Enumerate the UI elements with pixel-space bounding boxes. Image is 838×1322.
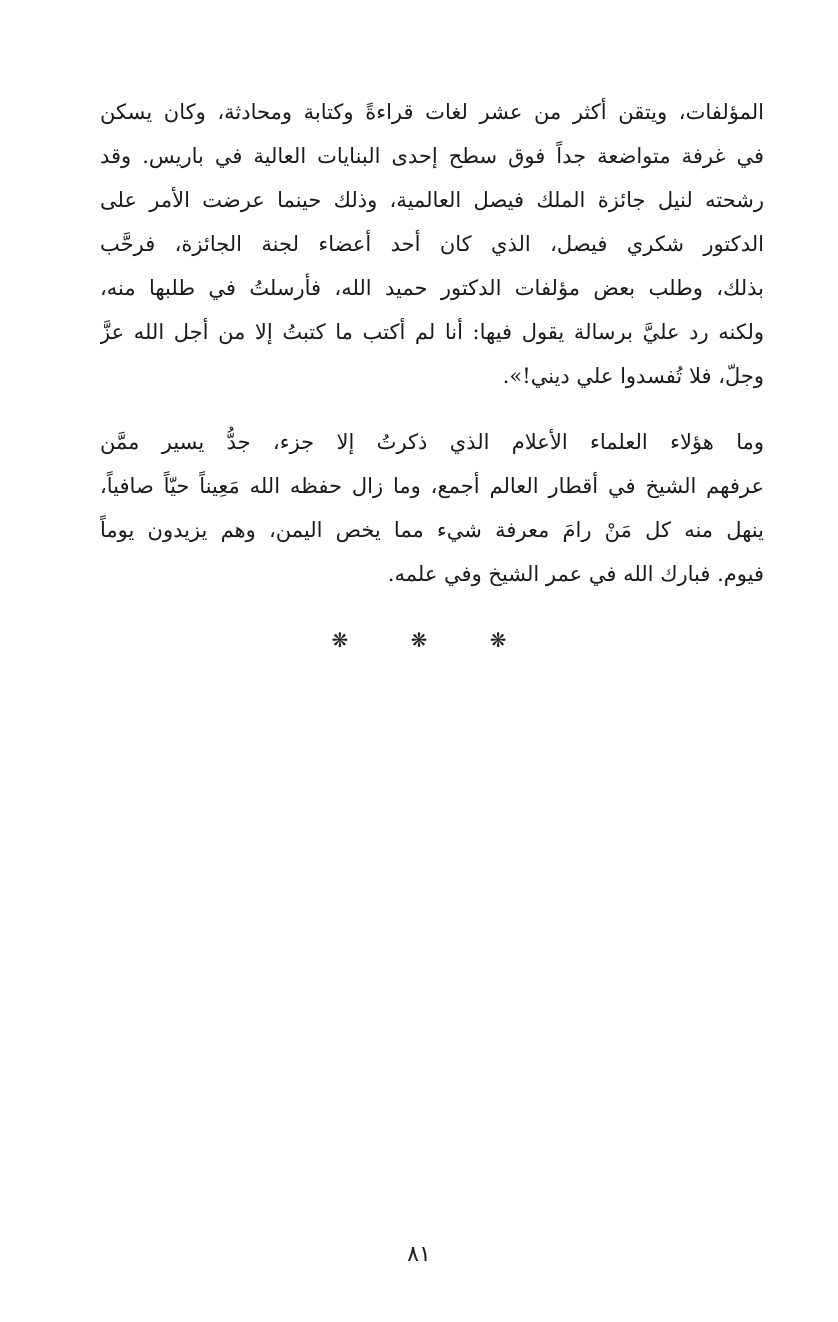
text-line: رشحته لنيل جائزة الملك فيصل العالمية، وذلك حينما عرضت الأمر على — [100, 188, 764, 212]
text-line: المؤلفات، ويتقن أكثر من عشر لغات قراءةً وكتابة ومحادثة، وكان يسكن — [100, 100, 764, 124]
text-line: وما هؤلاء العلماء الأعلام الذي ذكرتُ إلا جزء، جدُّ يسير ممَّن — [100, 430, 764, 454]
page-number: ٨١ — [407, 1242, 431, 1267]
paragraph-2 — [100, 420, 764, 596]
text-line: بذلك، وطلب بعض مؤلفات الدكتور حميد الله، فأرسلتُ في طلبها منه، — [100, 276, 764, 300]
text-line: في غرفة متواضعة جداً فوق سطح إحدى البنايات العالية في باريس. وقد — [100, 144, 764, 168]
text-line: ولكنه رد عليَّ برسالة يقول فيها: أنا لم أكتب ما كتبتُ إلا من أجل الله عزَّ — [100, 320, 764, 344]
text-line: عرفهم الشيخ في أقطار العالم أجمع، وما زال حفظه الله مَعِيناً حيّاً صافياً، — [100, 474, 764, 498]
paragraph-1 — [100, 90, 764, 398]
text-line: فيوم. فبارك الله في عمر الشيخ وفي علمه. — [387, 562, 764, 586]
section-separator-icon: ❋ ❋ ❋ — [331, 628, 535, 652]
text-line: الدكتور شكري فيصل، الذي كان أحد أعضاء لجنة الجائزة، فرحَّب — [100, 232, 764, 256]
text-line: وجلّ، فلا تُفسدوا علي ديني!». — [502, 364, 764, 388]
text-line: ينهل منه كل مَنْ رامَ معرفة شيء مما يخص اليمن، وهم يزيدون يوماً — [100, 518, 764, 542]
